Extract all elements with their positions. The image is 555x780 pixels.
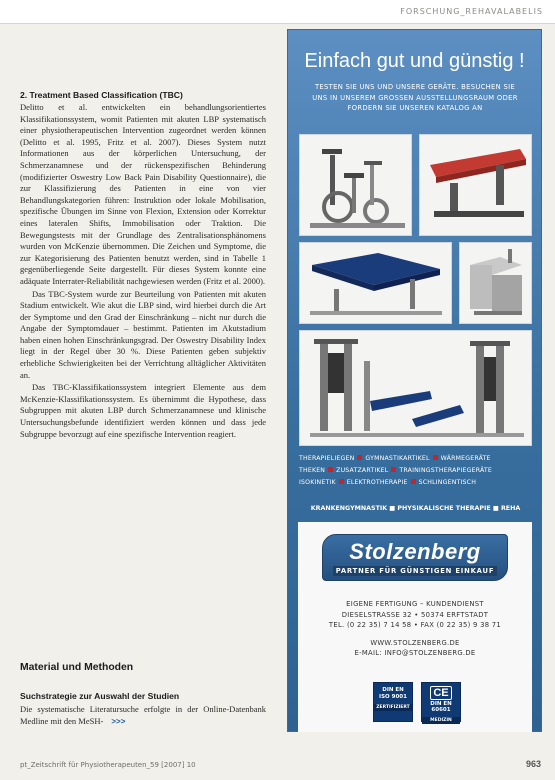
product-photo-treatment-table: [299, 242, 452, 324]
category-item: ZUSATZARTIKEL: [336, 467, 389, 474]
badge-line: DIN EN 60601: [430, 701, 452, 713]
article-column: [20, 90, 266, 440]
category-row: [299, 453, 532, 465]
footer-journal: pt_Zeitschrift für Physiotherapeuten_59 [2007] 10: [20, 761, 196, 769]
contact-phone-fax: TEL. (0 22 35) 7 14 58 • FAX (0 22 35) 9 38 71: [328, 621, 502, 630]
bullet-square-icon: [339, 479, 344, 484]
badge-line: MEDIZIN: [422, 717, 460, 724]
badge-line: ISO 9001: [379, 694, 407, 700]
page-number: 963: [525, 759, 541, 769]
category-item: ELEKTROTHERAPIE: [346, 479, 408, 486]
stolzenberg-logo[interactable]: [322, 534, 508, 581]
category-row: [299, 477, 532, 489]
badge-line: ZERTIFIZIERT: [374, 704, 412, 711]
subsection-title-search-strategy: Suchstrategie zur Auswahl der Studien: [20, 691, 180, 701]
ce-mark-icon: CE: [430, 686, 452, 700]
ad-intro-line: TESTEN SIE UNS UND UNSERE GERÄTE. BESUCHEN SIE: [314, 83, 515, 91]
methods-body: [20, 704, 266, 727]
section-heading-tbc: 2. Treatment Based Classification (TBC): [20, 90, 183, 100]
email-link[interactable]: E-MAIL: INFO@STOLZENBERG.DE: [354, 649, 476, 658]
paragraph: Delitto et al. entwickelten ein behandlungsorientiertes Klassifikationssystem, womit Patienten mit akuten LBP systematisch einer physiotherapeutischen Intervention zugeordnet werden können (Delitto et al. 1995, Fritz et al. 2007). Dieses System nutzt Informationen aus der körperlichen Untersuchung, der Schmerzanamnese und der rückenspezifischen Behinderung (modifizierter Oswestry Low Back Pain Disability Questionnaire), die zur Klassifizierung des Patienten in eine von vier Behandlungskategorien führen: Instruktion oder lokale Mobilisation, spezifische Übungen im Sinne von Flexion, Extension oder Korrektur eines lateralen Shifts, Immobilisation oder Traktion. Die Bewegungstests mit der Grundlage des Zentralisationsphänomens wurden von McKenzie übernommen. Die Zeichen und Symptome, die zur Kategorisierung des Patienten benutzt werden, sind in Tabelle 1 gegenüberliegende Seite dargestellt. Für dieses System konnte eine adäquate Interrater-Reliabilität nachgewiesen werden (Fritz et al. 2000).: [20, 102, 266, 286]
running-header-label: FORSCHUNG_REHAVALABELIS: [400, 7, 543, 16]
paragraph: Das TBC-Klassifikationssystem integriert Elemente aus dem McKenzie-Klassifikationssystem. Es übernimmt die Hypothese, dass Subgruppen mit akuten LBP durch Schmerzanamnese und klinische Untersuchungsbefunde identifiziert werden können und dass jede Subgruppe bevorzugt auf eine spezifische Intervention reagiert.: [20, 382, 266, 439]
category-item: ISOKINETIK: [299, 479, 336, 486]
therapy-couch-icon: [420, 135, 532, 236]
iso-certification-badge: [373, 682, 413, 722]
ad-headline: Einfach gut und günstig !: [304, 50, 525, 72]
stolzenberg-advertisement[interactable]: [287, 29, 542, 732]
badge-line: DIN EN: [382, 687, 404, 693]
product-category-list: [299, 453, 532, 489]
ad-intro-line: FORDERN SIE UNSEREN KATALOG AN: [347, 104, 483, 113]
product-photo-therapy-couch: [419, 134, 532, 236]
exercise-bike-icon: [300, 135, 412, 236]
contact-block: [298, 599, 532, 659]
ce-certification-badge: [421, 682, 461, 722]
logo-tagline: PARTNER FÜR GÜNSTIGEN EINKAUF: [333, 566, 497, 576]
logo-name: Stolzenberg: [349, 539, 481, 564]
category-item: WÄRMEGERÄTE: [440, 455, 491, 462]
certification-badges: [373, 682, 463, 724]
bullet-square-icon: [411, 479, 416, 484]
treatment-table-icon: [300, 243, 452, 324]
contact-line: EIGENE FERTIGUNG – KUNDENDIENST: [346, 600, 484, 608]
bullet-square-icon: [357, 455, 362, 460]
ad-intro-line: UNS IN UNSEREM GROSSEN AUSSTELLUNGSRAUM ODER: [312, 93, 518, 102]
bullet-square-icon: [391, 467, 396, 472]
contact-address: DIESELSTRASSE 32 • 50374 ERFTSTADT: [341, 610, 489, 619]
bullet-square-icon: [328, 467, 333, 472]
continue-marker: >>>: [111, 716, 126, 726]
heating-cabinet-icon: [460, 243, 532, 324]
category-item: THERAPIELIEGEN: [299, 455, 355, 462]
paragraph: Das TBC-System wurde zur Beurteilung von Patienten mit akuten Stadium entwickelt. Wie akut die LBP sind, wird hierbei durch die Art der Symptome und den Grad der Einschränkung – nicht nur durch die Angabe der Symptomdauer – bestimmt. Patienten im Akutstadium haben einen hohen Einschränkungsgrad. Der Oswestry Disability Index liegt in der Regel über 30 %. Diese Patienten geben subjektiv erhebliche Schwierigkeiten bei der Verrichtung alltäglicher Aktivitäten an.: [20, 288, 266, 380]
ad-contact-panel: [298, 522, 532, 732]
category-item: GYMNASTIKARTIKEL: [365, 455, 430, 462]
product-photo-training-equipment: [299, 330, 532, 446]
category-item: SCHLINGENTISCH: [418, 479, 477, 486]
website-link[interactable]: WWW.STOLZENBERG.DE: [370, 638, 460, 647]
category-row: [299, 465, 532, 477]
training-machine-icon: [300, 331, 532, 446]
product-photo-exercise-bikes: [299, 134, 412, 236]
section-title-methods: Material und Methoden: [20, 662, 134, 673]
bullet-square-icon: [433, 455, 438, 460]
category-item: TRAININGSTHERAPIEGERÄTE: [399, 467, 492, 474]
product-photo-grid: [299, 134, 532, 446]
methods-paragraph: Die systematische Literatursuche erfolgte in der Online-Datenbank Medline mit den MeSH-: [20, 704, 266, 726]
article-body: [20, 102, 266, 440]
page-header: [0, 0, 555, 24]
ad-intro: [302, 82, 528, 114]
ad-specialties: KRANKENGYMNASTIK ■ PHYSIKALISCHE THERAPIE ■ REHA: [310, 505, 521, 512]
category-item: THEKEN: [299, 467, 326, 474]
product-photo-heating-cabinet: [459, 242, 532, 324]
